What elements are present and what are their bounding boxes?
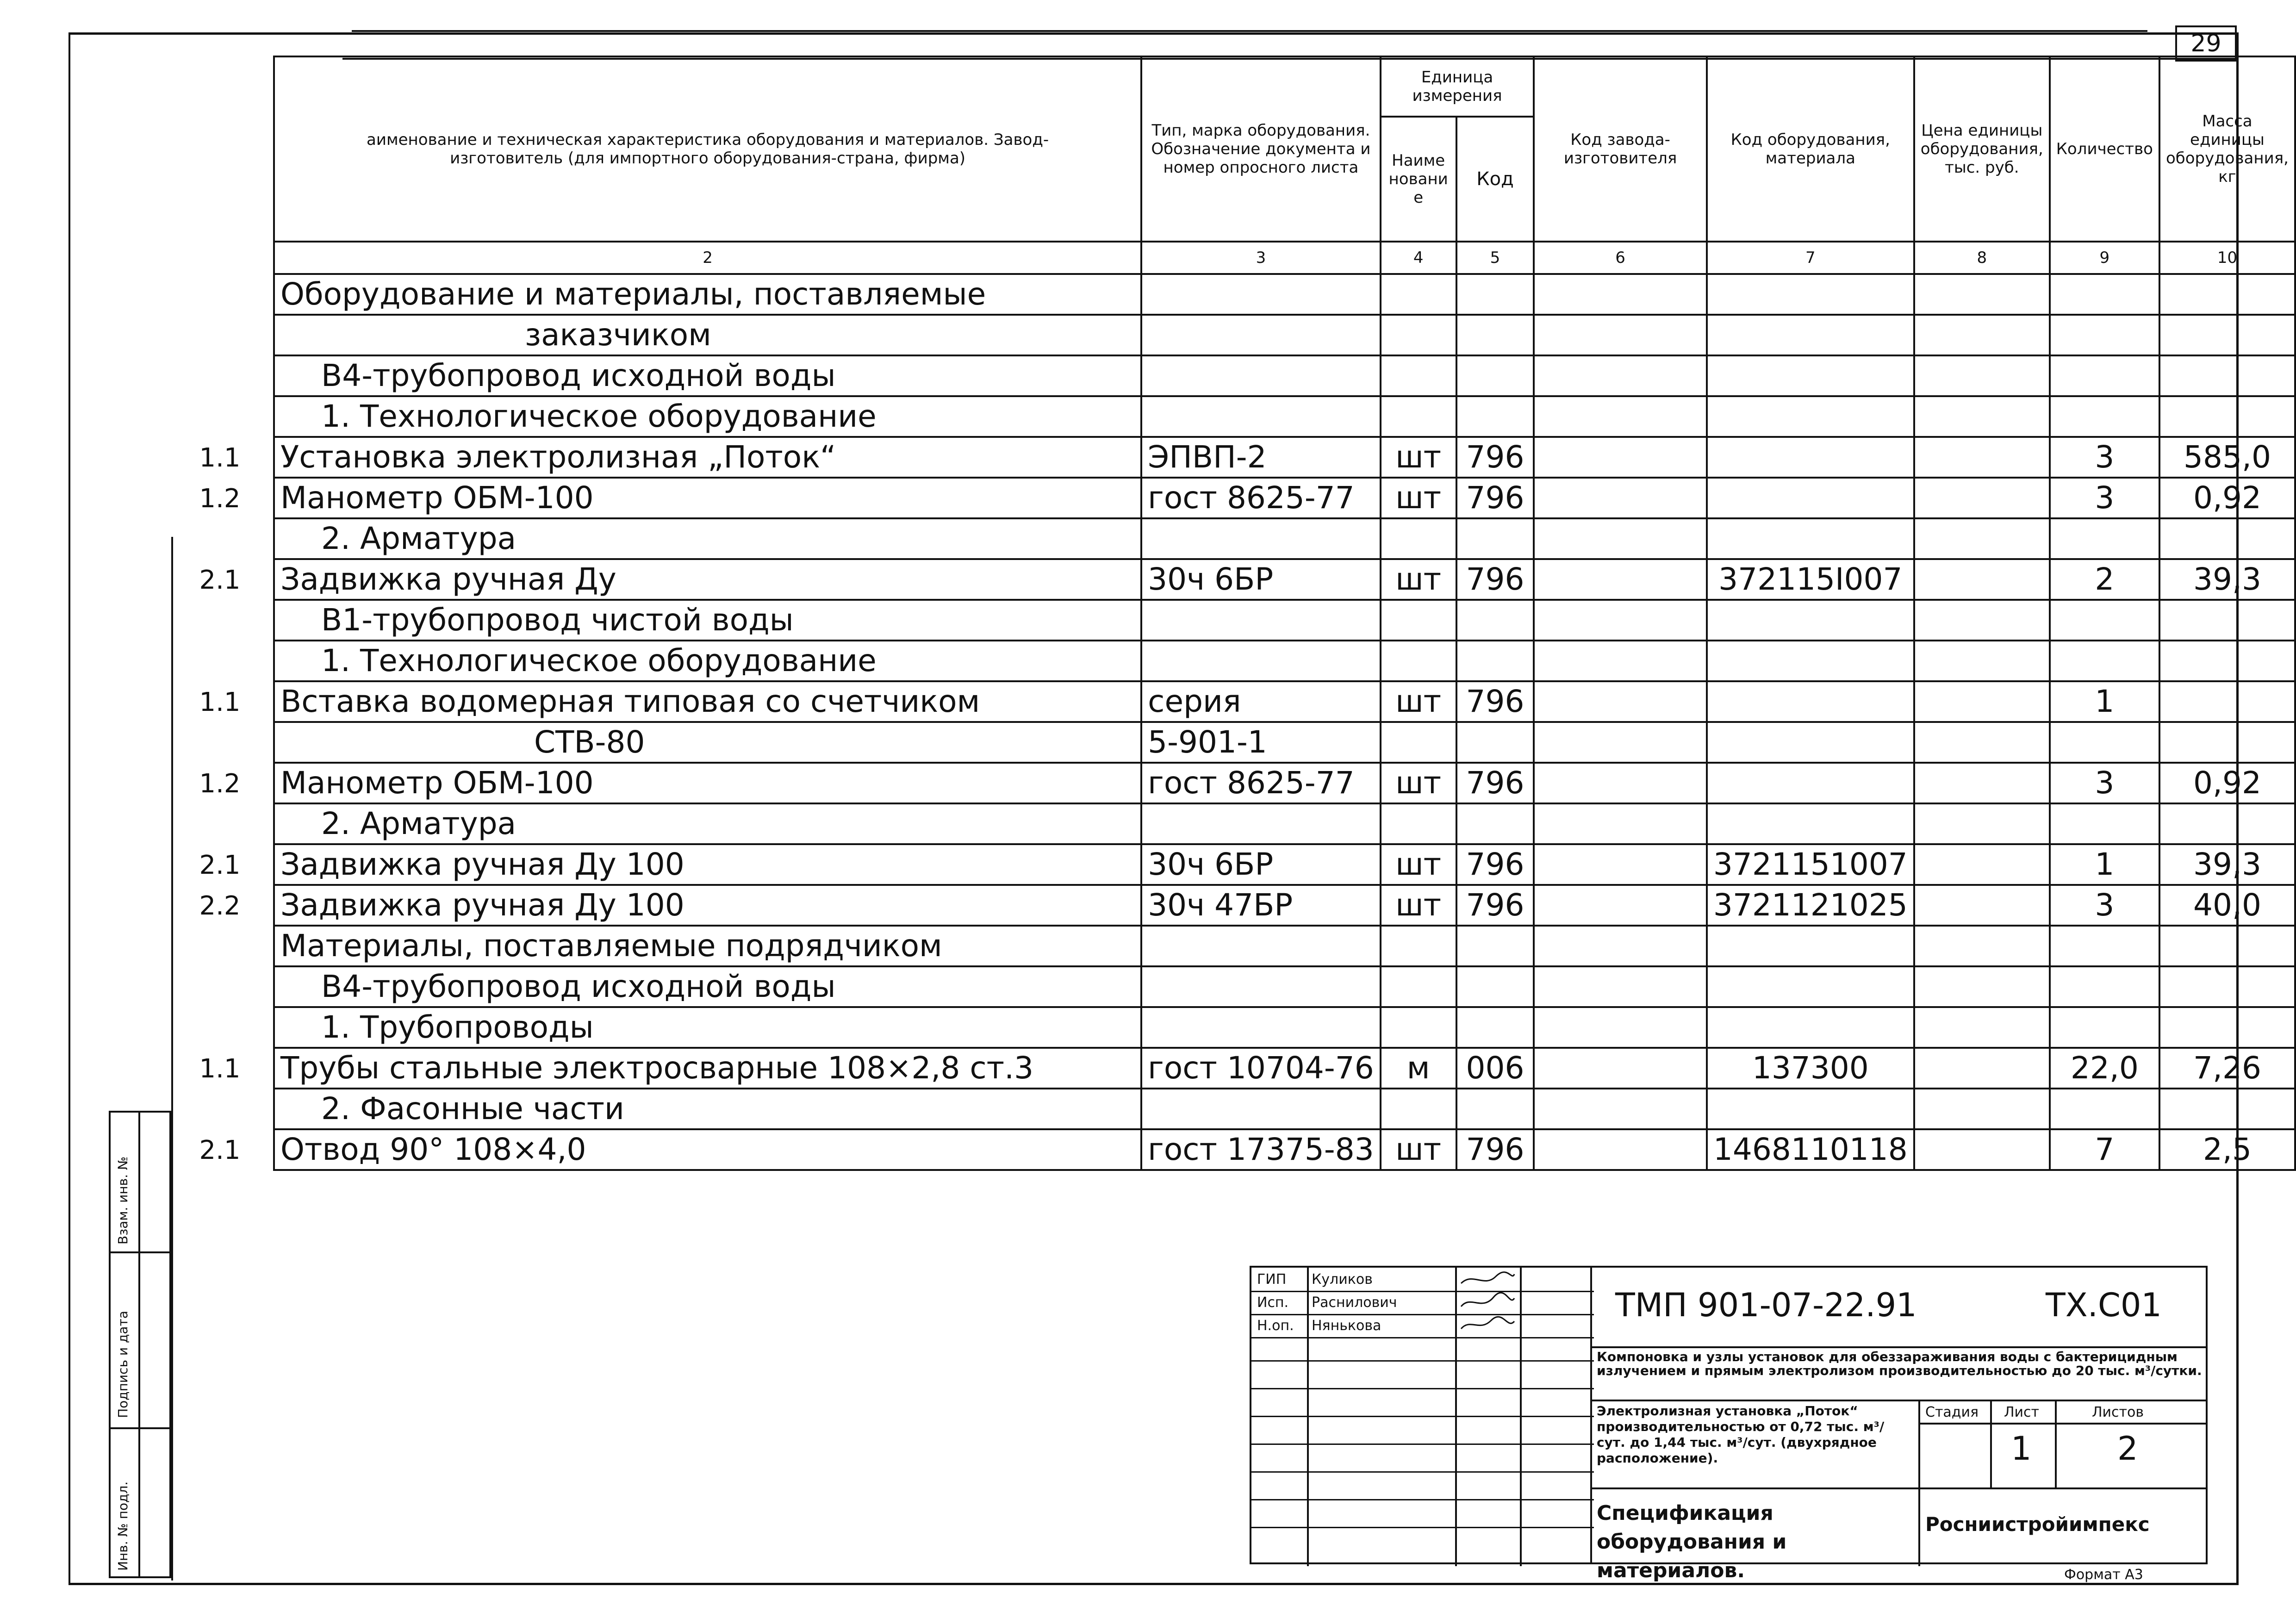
item-mass: 0,92 [2159, 478, 2295, 518]
colnum: 7 [1707, 242, 1914, 274]
header-col4: Наименование [1381, 117, 1456, 242]
item-quantity [2050, 1007, 2159, 1048]
item-type: гост 17375-83 [1141, 1129, 1381, 1170]
signature-marks [1459, 1269, 1517, 1334]
item-name: Манометр ОБМ-100 [274, 478, 1141, 518]
sheet-number: 29 [2175, 25, 2237, 62]
item-plant-code [1534, 844, 1706, 885]
table-row [274, 437, 2295, 478]
sheets-label: Листов [2092, 1404, 2144, 1420]
item-name: 2. Фасонные части [274, 1089, 1141, 1129]
item-okp-code [1707, 722, 1914, 763]
item-unit [1381, 1007, 1456, 1048]
table-row [274, 559, 2295, 600]
item-unit-code: 796 [1456, 763, 1534, 803]
item-plant-code [1534, 641, 1706, 681]
item-unit [1381, 518, 1456, 559]
table-row [274, 518, 2295, 559]
item-type: 5-901-1 [1141, 722, 1381, 763]
header-col7: Код оборудования, материала [1707, 56, 1914, 242]
item-mass [2159, 641, 2295, 681]
item-plant-code [1534, 274, 1706, 315]
item-name: 2. Арматура [274, 803, 1141, 844]
item-mass [2159, 355, 2295, 396]
item-plant-code [1534, 681, 1706, 722]
item-type [1141, 396, 1381, 437]
item-okp-code [1707, 437, 1914, 478]
item-type: гост 10704-76 [1141, 1048, 1381, 1089]
item-unit: шт [1381, 844, 1456, 885]
item-quantity [2050, 355, 2159, 396]
item-plant-code [1534, 437, 1706, 478]
item-unit-code [1456, 274, 1534, 315]
item-price [1914, 763, 2050, 803]
item-mass [2159, 681, 2295, 722]
item-unit-code [1456, 315, 1534, 355]
item-quantity [2050, 966, 2159, 1007]
item-unit: шт [1381, 437, 1456, 478]
item-type: 30ч 47БР [1141, 885, 1381, 926]
item-okp-code: 3721121025 [1707, 885, 1914, 926]
item-price [1914, 600, 2050, 641]
item-price [1914, 1089, 2050, 1129]
item-name: 1. Трубопроводы [274, 1007, 1141, 1048]
item-type [1141, 1007, 1381, 1048]
item-name: В1-трубопровод чистой воды [274, 600, 1141, 641]
item-name: Задвижка ручная Ду [274, 559, 1141, 600]
item-unit-code: 796 [1456, 885, 1534, 926]
item-type [1141, 803, 1381, 844]
name-isp: Раснилович [1312, 1294, 1397, 1311]
top-rule [352, 30, 2147, 32]
item-plant-code [1534, 559, 1706, 600]
name-gip: Куликов [1312, 1271, 1373, 1288]
item-unit [1381, 1089, 1456, 1129]
item-okp-code [1707, 1089, 1914, 1129]
item-unit-code [1456, 1007, 1534, 1048]
item-mass: 2,5 [2159, 1129, 2295, 1170]
item-position: 2.1 [199, 1135, 241, 1165]
item-plant-code [1534, 722, 1706, 763]
item-unit: м [1381, 1048, 1456, 1089]
item-quantity [2050, 1089, 2159, 1129]
item-name: 1. Технологическое оборудование [274, 641, 1141, 681]
spec-title: Спецификация оборудования и материалов. [1597, 1501, 1787, 1582]
item-unit-code [1456, 966, 1534, 1007]
item-okp-code [1707, 641, 1914, 681]
item-unit [1381, 722, 1456, 763]
table-row [274, 966, 2295, 1007]
item-position: 1.2 [199, 484, 241, 514]
item-mass [2159, 926, 2295, 966]
item-price [1914, 396, 2050, 437]
item-name: Отвод 90° 108×4,0 [274, 1129, 1141, 1170]
item-unit-code [1456, 641, 1534, 681]
item-name: В4-трубопровод исходной воды [274, 966, 1141, 1007]
colnum: 4 [1381, 242, 1456, 274]
colnum: 8 [1914, 242, 2050, 274]
item-okp-code [1707, 600, 1914, 641]
item-unit [1381, 355, 1456, 396]
header-col2: аименование и техническая характеристика оборудования и материалов. Завод-изготовитель (для импортного оборудования-страна, фирма) [274, 56, 1141, 242]
item-name: Материалы, поставляемые подрядчиком [274, 926, 1141, 966]
table-row [274, 355, 2295, 396]
item-okp-code: 1468110118 [1707, 1129, 1914, 1170]
item-mass [2159, 1089, 2295, 1129]
item-price [1914, 722, 2050, 763]
item-price [1914, 641, 2050, 681]
item-price [1914, 355, 2050, 396]
item-type: 30ч 6БР [1141, 844, 1381, 885]
item-type [1141, 274, 1381, 315]
item-unit-code: 796 [1456, 478, 1534, 518]
item-mass [2159, 518, 2295, 559]
item-unit-code [1456, 1089, 1534, 1129]
item-okp-code: 372115I007 [1707, 559, 1914, 600]
item-mass: 39,3 [2159, 559, 2295, 600]
item-price [1914, 885, 2050, 926]
pos-column-left [171, 537, 173, 1580]
stage-label: Стадия [1925, 1404, 1979, 1420]
item-unit: шт [1381, 559, 1456, 600]
item-name: Задвижка ручная Ду 100 [274, 844, 1141, 885]
item-name: Оборудование и материалы, поставляемые [274, 274, 1141, 315]
item-name: Установка электролизная „Поток“ [274, 437, 1141, 478]
item-unit [1381, 926, 1456, 966]
item-plant-code [1534, 1089, 1706, 1129]
item-quantity: 22,0 [2050, 1048, 2159, 1089]
item-mass [2159, 1007, 2295, 1048]
spec-table [273, 56, 2296, 1171]
item-unit-code: 796 [1456, 681, 1534, 722]
item-unit-code [1456, 518, 1534, 559]
item-okp-code [1707, 274, 1914, 315]
item-name: Манометр ОБМ-100 [274, 763, 1141, 803]
role-nop: Н.оп. [1257, 1318, 1294, 1334]
item-okp-code [1707, 518, 1914, 559]
item-plant-code [1534, 355, 1706, 396]
item-price [1914, 1007, 2050, 1048]
item-type: 30ч 6БР [1141, 559, 1381, 600]
item-name: заказчиком [274, 315, 1141, 355]
item-price [1914, 926, 2050, 966]
colnum: 9 [2050, 242, 2159, 274]
item-type [1141, 355, 1381, 396]
item-type: ЭПВП-2 [1141, 437, 1381, 478]
object-title: Электролизная установка „Поток“ производительностью от 0,72 тыс. м³/сут. до 1,44 тыс. м³/сут. (двухрядное расположение). [1597, 1403, 1885, 1466]
table-row [274, 885, 2295, 926]
org-name: Росниистройимпекс [1925, 1513, 2150, 1536]
table-row [274, 396, 2295, 437]
item-plant-code [1534, 1048, 1706, 1089]
item-quantity [2050, 274, 2159, 315]
item-type [1141, 600, 1381, 641]
left-stamp-sign: Подпись и дата [115, 1311, 131, 1418]
item-plant-code [1534, 966, 1706, 1007]
item-price [1914, 844, 2050, 885]
table-row [274, 315, 2295, 355]
item-okp-code [1707, 681, 1914, 722]
item-price [1914, 803, 2050, 844]
item-quantity [2050, 396, 2159, 437]
item-mass: 40,0 [2159, 885, 2295, 926]
item-position: 2.1 [199, 565, 241, 595]
sheet-label: Лист [2004, 1404, 2040, 1420]
table-row [274, 274, 2295, 315]
item-unit: шт [1381, 478, 1456, 518]
item-unit-code: 006 [1456, 1048, 1534, 1089]
item-okp-code [1707, 478, 1914, 518]
item-mass [2159, 966, 2295, 1007]
item-position: 1.1 [199, 1054, 241, 1084]
item-quantity [2050, 926, 2159, 966]
item-position: 2.2 [199, 891, 241, 921]
item-type [1141, 641, 1381, 681]
item-quantity [2050, 600, 2159, 641]
table-row [274, 1089, 2295, 1129]
item-name: 2. Арматура [274, 518, 1141, 559]
sheets-value: 2 [2117, 1430, 2138, 1468]
item-quantity [2050, 518, 2159, 559]
colnum: 6 [1534, 242, 1706, 274]
item-type [1141, 1089, 1381, 1129]
item-type: гост 8625-77 [1141, 478, 1381, 518]
item-plant-code [1534, 763, 1706, 803]
colnum: 10 [2159, 242, 2295, 274]
item-mass [2159, 722, 2295, 763]
header-col6: Код завода-изготовителя [1534, 56, 1706, 242]
item-plant-code [1534, 518, 1706, 559]
item-price [1914, 559, 2050, 600]
name-nop: Нянькова [1312, 1318, 1381, 1334]
colnum: 2 [274, 242, 1141, 274]
item-quantity: 1 [2050, 844, 2159, 885]
item-position: 1.1 [199, 443, 241, 473]
item-mass [2159, 274, 2295, 315]
item-plant-code [1534, 478, 1706, 518]
sheet-value: 1 [2011, 1430, 2032, 1468]
item-name: Задвижка ручная Ду 100 [274, 885, 1141, 926]
item-type: серия [1141, 681, 1381, 722]
table-row [274, 803, 2295, 844]
item-quantity [2050, 315, 2159, 355]
item-plant-code [1534, 396, 1706, 437]
item-okp-code [1707, 966, 1914, 1007]
item-okp-code [1707, 803, 1914, 844]
item-unit: шт [1381, 885, 1456, 926]
table-row [274, 926, 2295, 966]
item-mass: 0,92 [2159, 763, 2295, 803]
item-price [1914, 274, 2050, 315]
item-unit [1381, 641, 1456, 681]
item-quantity: 2 [2050, 559, 2159, 600]
item-plant-code [1534, 885, 1706, 926]
item-unit: шт [1381, 763, 1456, 803]
item-mass: 585,0 [2159, 437, 2295, 478]
header-col8: Цена единицы оборудования, тыс. руб. [1914, 56, 2050, 242]
project-title: Компоновка и узлы установок для обеззараживания воды с бактерицидным излучением и прямым электролизом производительностью до 20 тыс. м³/сутки. [1597, 1349, 2202, 1378]
item-unit [1381, 315, 1456, 355]
item-unit-code: 796 [1456, 559, 1534, 600]
left-stamp-inv: Инв. № подл. [115, 1481, 131, 1571]
column-numbers-row [274, 242, 2295, 274]
role-isp: Исп. [1257, 1294, 1289, 1311]
table-row [274, 722, 2295, 763]
item-unit: шт [1381, 681, 1456, 722]
table-row [274, 844, 2295, 885]
item-mass [2159, 803, 2295, 844]
item-unit-code [1456, 355, 1534, 396]
role-gip: ГИП [1257, 1271, 1287, 1288]
left-stamp-replace: Взам. инв. № [115, 1156, 131, 1244]
item-quantity: 3 [2050, 437, 2159, 478]
item-okp-code [1707, 1007, 1914, 1048]
item-mass [2159, 600, 2295, 641]
table-row [274, 681, 2295, 722]
table-row [274, 1048, 2295, 1089]
item-price [1914, 1129, 2050, 1170]
item-unit-code [1456, 600, 1534, 641]
item-okp-code [1707, 355, 1914, 396]
item-name: В4-трубопровод исходной воды [274, 355, 1141, 396]
item-unit-code [1456, 396, 1534, 437]
item-okp-code [1707, 315, 1914, 355]
table-row [274, 763, 2295, 803]
header-col10: Масса единицы оборудования, кг [2159, 56, 2295, 242]
table-row [274, 641, 2295, 681]
item-unit [1381, 274, 1456, 315]
item-unit [1381, 803, 1456, 844]
item-position: 1.1 [199, 687, 241, 717]
item-name: СТВ-80 [274, 722, 1141, 763]
item-okp-code: 3721151007 [1707, 844, 1914, 885]
item-plant-code [1534, 1007, 1706, 1048]
item-quantity [2050, 803, 2159, 844]
item-price [1914, 1048, 2050, 1089]
item-quantity: 3 [2050, 885, 2159, 926]
item-plant-code [1534, 600, 1706, 641]
table-row [274, 1129, 2295, 1170]
item-unit-code [1456, 722, 1534, 763]
header-col5: Код [1456, 117, 1534, 242]
item-name: 1. Технологическое оборудование [274, 396, 1141, 437]
signature-grid [1250, 1266, 1592, 1564]
item-type [1141, 518, 1381, 559]
table-row [274, 600, 2295, 641]
item-price [1914, 437, 2050, 478]
item-mass [2159, 315, 2295, 355]
item-okp-code [1707, 926, 1914, 966]
item-unit-code [1456, 926, 1534, 966]
item-price [1914, 966, 2050, 1007]
doc-code: ТМП 901-07-22.91 [1615, 1286, 1917, 1324]
item-position: 2.1 [199, 850, 241, 880]
item-mass: 39,3 [2159, 844, 2295, 885]
item-quantity [2050, 722, 2159, 763]
item-type [1141, 966, 1381, 1007]
item-quantity: 3 [2050, 763, 2159, 803]
item-unit: шт [1381, 1129, 1456, 1170]
item-unit [1381, 600, 1456, 641]
item-unit-code: 796 [1456, 844, 1534, 885]
item-price [1914, 681, 2050, 722]
item-okp-code: 137300 [1707, 1048, 1914, 1089]
item-price [1914, 315, 2050, 355]
item-plant-code [1534, 1129, 1706, 1170]
header-col3: Тип, марка оборудования. Обозначение документа и номер опросного листа [1141, 56, 1381, 242]
item-quantity: 3 [2050, 478, 2159, 518]
item-mass [2159, 396, 2295, 437]
table-row [274, 478, 2295, 518]
item-unit-code: 796 [1456, 437, 1534, 478]
item-quantity: 7 [2050, 1129, 2159, 1170]
item-plant-code [1534, 315, 1706, 355]
table-row [274, 1007, 2295, 1048]
item-quantity [2050, 641, 2159, 681]
header-col9: Количество [2050, 56, 2159, 242]
item-name: Вставка водомерная типовая со счетчиком [274, 681, 1141, 722]
item-unit [1381, 396, 1456, 437]
item-plant-code [1534, 803, 1706, 844]
item-plant-code [1534, 926, 1706, 966]
item-unit [1381, 966, 1456, 1007]
item-unit-code [1456, 803, 1534, 844]
item-unit-code: 796 [1456, 1129, 1534, 1170]
format-label: Формат А3 [2064, 1567, 2143, 1583]
item-price [1914, 518, 2050, 559]
header-unit-group: Единица измерения [1381, 56, 1534, 117]
item-position: 1.2 [199, 769, 241, 799]
item-quantity: 1 [2050, 681, 2159, 722]
item-type: гост 8625-77 [1141, 763, 1381, 803]
left-stamp [109, 1111, 171, 1578]
item-okp-code [1707, 396, 1914, 437]
doc-mark: ТХ.С01 [2046, 1286, 2162, 1324]
colnum: 5 [1456, 242, 1534, 274]
colnum: 3 [1141, 242, 1381, 274]
item-name: Трубы стальные электросварные 108×2,8 ст.3 [274, 1048, 1141, 1089]
item-type [1141, 926, 1381, 966]
item-mass: 7,26 [2159, 1048, 2295, 1089]
item-okp-code [1707, 763, 1914, 803]
item-price [1914, 478, 2050, 518]
item-type [1141, 315, 1381, 355]
